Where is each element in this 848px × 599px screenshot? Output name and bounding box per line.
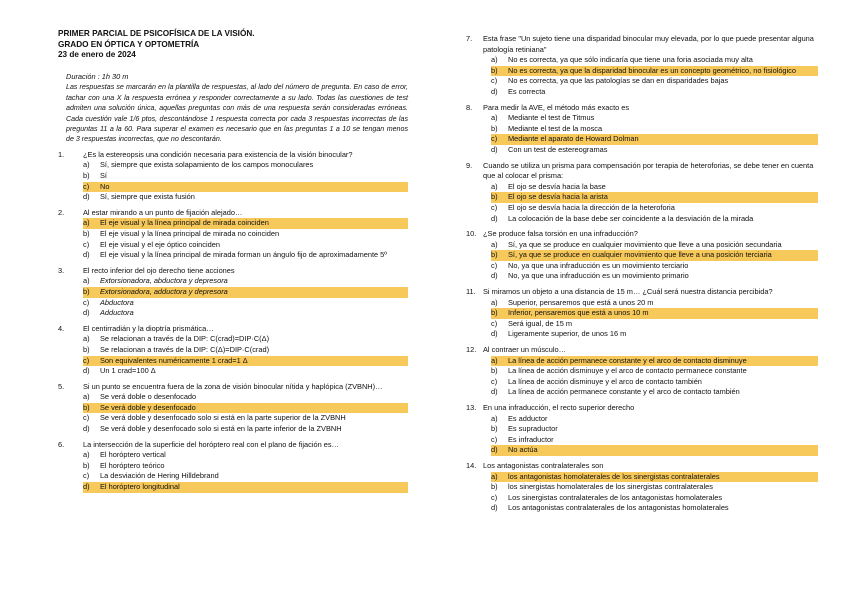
question-number: 4.	[58, 323, 65, 333]
question-text: La intersección de la superficie del horóptero real con el plano de fijación es…	[83, 439, 339, 449]
answer-option	[491, 482, 818, 493]
answer-option	[491, 113, 818, 124]
question-text: Los antagonistas contralaterales son	[483, 460, 604, 470]
exam-date: 23 de enero de 2024	[58, 50, 136, 60]
option-letter: c)	[491, 260, 498, 270]
option-text: Se relacionan a través de la DIP: C(crad)=DIP·C(Δ)	[100, 334, 270, 344]
answer-option	[83, 171, 408, 182]
answer-option	[491, 240, 818, 251]
question-text: Al contraer un músculo…	[483, 345, 566, 355]
question-number: 1.	[58, 149, 65, 159]
question-3	[58, 266, 408, 319]
answer-option	[83, 298, 408, 309]
option-letter: b)	[83, 287, 100, 298]
option-letter: c)	[491, 376, 498, 386]
question-text: Para medir la AVE, el método más exacto es	[483, 102, 630, 112]
option-letter: d)	[83, 192, 90, 202]
answer-option	[491, 192, 818, 203]
question-stem	[58, 208, 408, 219]
answer-option	[491, 145, 818, 156]
option-text: La línea de acción disminuye y el arco de contacto permanece constante	[508, 366, 747, 376]
option-letter: d)	[491, 86, 498, 96]
option-text: Mediante el test de la mosca	[508, 123, 603, 133]
option-letter: b)	[491, 424, 498, 434]
answer-option	[491, 472, 818, 483]
option-letter: c)	[83, 356, 100, 367]
answer-option	[491, 298, 818, 309]
option-letter: d)	[83, 482, 100, 493]
answer-option	[491, 329, 818, 340]
option-text-highlighted: La línea de acción permanece constante y el arco de contacto disminuye	[508, 356, 818, 367]
option-text: La desviación de Hering Hilldebrand	[100, 471, 219, 481]
option-letter: b)	[491, 366, 498, 376]
option-text: Se verá doble y desenfocado solo si está en la parte inferior de la ZVBNH	[100, 424, 342, 434]
question-10	[466, 229, 818, 282]
answer-option	[83, 229, 408, 240]
option-text-highlighted: Sí, ya que se produce en cualquier movimiento que lleve a una posición terciaria	[508, 250, 818, 261]
question-stem	[58, 324, 408, 335]
answer-option	[83, 424, 408, 435]
answer-option	[491, 124, 818, 135]
question-stem	[466, 461, 818, 472]
answer-option	[491, 503, 818, 514]
option-text: Se relacionan a través de la DIP: C(Δ)=DIP·C(crad)	[100, 344, 270, 354]
option-letter: c)	[83, 182, 100, 193]
option-letter: b)	[491, 123, 498, 133]
question-number: 8.	[466, 102, 473, 112]
option-text: Es supraductor	[508, 424, 558, 434]
question-stem	[58, 382, 408, 393]
option-text: Un 1 crad=100 Δ	[100, 366, 156, 376]
option-letter: b)	[83, 228, 90, 238]
question-number: 9.	[466, 160, 473, 170]
answer-option	[491, 435, 818, 446]
option-letter: b)	[83, 460, 90, 470]
option-letter: d)	[83, 250, 90, 260]
option-text: Con un test de estereogramas	[508, 144, 608, 154]
question-number: 2.	[58, 207, 65, 217]
answer-option	[491, 261, 818, 272]
option-letter: c)	[491, 76, 498, 86]
answer-option	[491, 319, 818, 330]
question-list-left	[58, 150, 408, 493]
question-stem	[466, 229, 818, 240]
option-text-highlighted: los antagonistas homolaterales de los sinergistas contralaterales	[508, 472, 818, 483]
option-letter: a)	[491, 181, 498, 191]
question-text: En una infraducción, el recto superior derecho	[483, 403, 635, 412]
question-stem	[466, 345, 818, 356]
option-letter: c)	[491, 134, 508, 145]
answer-option	[491, 203, 818, 214]
option-text-highlighted: El ojo se desvía hacia la arista	[508, 192, 818, 203]
answer-option	[491, 424, 818, 435]
answer-option	[83, 192, 408, 203]
option-text: El eje visual y la línea principal de mirada no coinciden	[100, 228, 280, 238]
answer-option	[491, 214, 818, 225]
option-letter: c)	[83, 413, 90, 423]
answer-option	[83, 182, 408, 193]
answer-option	[83, 413, 408, 424]
option-letter: d)	[491, 445, 508, 456]
question-14	[466, 461, 818, 514]
answer-option	[491, 87, 818, 98]
answer-option	[83, 392, 408, 403]
question-number: 7.	[466, 34, 473, 43]
option-text: Es infraductor	[508, 434, 554, 444]
option-letter: a)	[83, 160, 90, 170]
option-text: El eje visual y la línea principal de mirada forman un ángulo fijo de aproximadamente 5º	[100, 250, 387, 260]
answer-option	[83, 356, 408, 367]
option-text: El horóptero vertical	[100, 450, 166, 460]
answer-option	[491, 414, 818, 425]
option-text: Sí, ya que se produce en cualquier movimiento que lleve a una posición secundaria	[508, 239, 782, 249]
option-text: Adductora	[100, 308, 134, 318]
option-text: Extorsionadora, abductora y depresora	[100, 276, 228, 286]
option-text-highlighted: No	[100, 182, 408, 193]
option-text: Sí, siempre que exista solapamiento de los campos monoculares	[100, 160, 314, 170]
option-letter: b)	[491, 482, 498, 492]
option-text: Ligeramente superior, de unos 16 m	[508, 329, 627, 339]
option-letter: d)	[83, 308, 90, 318]
answer-option	[491, 55, 818, 66]
option-text-highlighted: Son equivalentes numéricamente 1 crad=1 Δ	[100, 356, 408, 367]
option-text: No es correcta, ya que sólo indicaría que tiene una foria asociada muy alta	[508, 55, 753, 65]
option-letter: b)	[83, 344, 90, 354]
question-number: 10.	[466, 229, 477, 239]
answer-option	[83, 345, 408, 356]
option-text-highlighted: Mediante el aparato de Howard Dolman	[508, 134, 818, 145]
option-letter: b)	[83, 171, 90, 180]
option-text: Se verá doble y desenfocado solo si está en la parte superior de la ZVBNH	[100, 413, 346, 423]
question-stem	[58, 266, 408, 277]
answer-option	[83, 250, 408, 261]
answer-option	[491, 445, 818, 456]
question-number: 12.	[466, 345, 477, 355]
right-column	[466, 29, 818, 514]
option-text: los sinergistas homolaterales de los sinergistas contralaterales	[508, 482, 713, 492]
answer-option	[491, 387, 818, 398]
question-4	[58, 324, 408, 377]
question-12	[466, 345, 818, 398]
question-list-right	[466, 34, 818, 514]
option-letter: d)	[491, 144, 498, 154]
option-letter: b)	[491, 66, 508, 77]
question-9	[466, 161, 818, 225]
answer-option	[83, 240, 408, 251]
answer-option	[491, 250, 818, 261]
exam-title: PRIMER PARCIAL DE PSICOFÍSICA DE LA VISIÓN.	[58, 29, 255, 38]
exam-instructions: Las respuestas se marcarán en la plantilla de respuestas, al lado del número de pregunta. En caso de error, tachar con una X la respuesta errónea y responder correctamente a su lado. Todas las cuestiones de test admiten una solución única, aquellas preguntas con más de una respuesta serán consideradas erróneas. Cada cuestión vale 1/6 ptos, descontándose 1 respuesta correcta por cada 3 respuestas incorrectas de las preguntas 11 a la 60. Para superar el examen es necesario que en las preguntas 1 a 10 se tengan menos de 3 respuestas incorrectas, que no descontarán.	[66, 83, 408, 144]
option-letter: d)	[491, 271, 498, 281]
left-column	[58, 29, 408, 493]
answer-option	[83, 287, 408, 298]
answer-option	[491, 493, 818, 504]
exam-duration: Duración : 1h 30 m	[66, 71, 129, 81]
answer-option	[83, 461, 408, 472]
question-stem	[466, 103, 818, 114]
option-letter: a)	[491, 297, 498, 307]
answer-option	[83, 276, 408, 287]
answer-option	[491, 182, 818, 193]
option-text: Será igual, de 15 m	[508, 318, 573, 328]
option-letter: a)	[83, 334, 90, 344]
option-letter: a)	[491, 239, 498, 249]
question-2	[58, 208, 408, 261]
answer-option	[83, 403, 408, 414]
answer-option	[491, 271, 818, 282]
option-text: Superior, pensaremos que está a unos 20 m	[508, 297, 654, 307]
question-11	[466, 287, 818, 340]
option-text: La línea de acción permanece constante y el arco de contacto también	[508, 387, 740, 397]
option-text: Es adductor	[508, 413, 548, 423]
option-letter: d)	[491, 387, 498, 397]
answer-option	[491, 366, 818, 377]
question-stem	[466, 403, 818, 414]
question-number: 3.	[58, 265, 65, 275]
option-letter: c)	[491, 202, 498, 212]
option-text-highlighted: Se verá doble y desenfocado	[100, 403, 408, 414]
question-text: Esta frase "Un sujeto tiene una disparidad binocular muy elevada, por lo que puede presentar alguna patología retiniana"	[483, 34, 814, 54]
question-stem	[466, 34, 818, 55]
option-text: Sí, siempre que exista fusión	[100, 192, 195, 202]
question-text: El centirradián y la dioptría prismática…	[83, 323, 214, 333]
question-number: 11.	[466, 287, 476, 297]
option-letter: d)	[491, 503, 498, 513]
answer-option	[83, 471, 408, 482]
degree-title: GRADO EN ÓPTICA Y OPTOMETRÍA	[58, 39, 200, 49]
option-letter: a)	[491, 356, 508, 367]
answer-option	[83, 218, 408, 229]
option-letter: a)	[491, 55, 498, 65]
option-text-highlighted: El eje visual y la línea principal de mirada coinciden	[100, 218, 408, 229]
option-letter: b)	[491, 250, 508, 261]
answer-option	[83, 334, 408, 345]
answer-option	[83, 308, 408, 319]
option-letter: b)	[83, 403, 100, 414]
option-letter: a)	[491, 472, 508, 483]
question-text: El recto inferior del ojo derecho tiene acciones	[83, 265, 235, 275]
option-text-highlighted: No es correcta, ya que la disparidad binocular es un concepto geométrico, no fisiológico	[508, 66, 818, 77]
option-text-highlighted: Inferior, pensaremos que está a unos 10 m	[508, 308, 818, 319]
option-letter: a)	[83, 450, 90, 460]
option-letter: a)	[83, 218, 100, 229]
question-text: Al estar mirando a un punto de fijación alejado…	[83, 207, 243, 217]
option-text: Los antagonistas contralaterales de los antagonistas homolaterales	[508, 503, 729, 513]
option-text: Es correcta	[508, 86, 546, 96]
question-5	[58, 382, 408, 435]
option-letter: a)	[83, 392, 90, 402]
question-text: Si un punto se encuentra fuera de la zona de visión binocular nítida y haplópica (ZVBNH)…	[83, 381, 383, 391]
question-stem	[58, 150, 408, 161]
question-number: 5.	[58, 381, 65, 391]
option-letter: a)	[83, 276, 90, 286]
question-text: Si miramos un objeto a una distancia de 15 m… ¿Cuál será nuestra distancia percibida?	[483, 287, 773, 297]
option-text: No, ya que una infraducción es un movimiento terciario	[508, 260, 689, 270]
answer-option	[83, 482, 408, 493]
option-text: La línea de acción disminuye y el arco de contacto también	[508, 376, 702, 386]
option-text: Los sinergistas contralaterales de los antagonistas homolaterales	[508, 492, 723, 502]
question-13	[466, 403, 818, 456]
question-text: ¿Es la estereopsis una condición necesaria para existencia de la visión binocular?	[83, 149, 353, 159]
option-text: Mediante el test de Titmus	[508, 113, 595, 123]
answer-option	[491, 356, 818, 367]
option-text: El eje visual y el eje óptico coinciden	[100, 239, 220, 249]
question-stem	[466, 161, 818, 182]
question-number: 6.	[58, 439, 65, 449]
answer-option	[491, 377, 818, 388]
option-text-highlighted: El horóptero longitudinal	[100, 482, 408, 493]
answer-option	[83, 450, 408, 461]
option-letter: a)	[491, 113, 498, 123]
option-letter: a)	[491, 413, 498, 423]
option-text: El horóptero teórico	[100, 460, 165, 470]
option-letter: d)	[491, 329, 498, 339]
option-text: No, ya que una infraducción es un movimiento primario	[508, 271, 689, 281]
question-1	[58, 150, 408, 203]
question-stem	[466, 287, 818, 298]
answer-option	[491, 66, 818, 77]
option-letter: c)	[491, 318, 498, 328]
question-text: Cuando se utiliza un prisma para compensación por terapia de heteroforias, se debe tener en cuenta que al colocar el prisma:	[483, 160, 814, 181]
option-text: El ojo se desvía hacia la base	[508, 181, 606, 191]
question-number: 14.	[466, 460, 477, 470]
option-text: Abductora	[100, 297, 134, 307]
option-letter: d)	[491, 213, 498, 223]
option-letter: d)	[83, 366, 90, 376]
option-letter: b)	[491, 308, 508, 319]
option-text: El ojo se desvía hacia la dirección de la heteroforia	[508, 202, 675, 212]
answer-option	[83, 160, 408, 171]
question-text: ¿Se produce falsa torsión en una infraducción?	[483, 229, 638, 239]
answer-option	[491, 308, 818, 319]
question-number: 13.	[466, 403, 477, 412]
option-text: Se verá doble o desenfocado	[100, 392, 197, 402]
option-letter: b)	[491, 192, 508, 203]
option-text: La colocación de la base debe ser coincidente a la desviación de la mirada	[508, 213, 754, 223]
option-letter: c)	[491, 492, 498, 502]
option-text: No es correcta, ya que las patologías se dan en disparidades bajas	[508, 76, 729, 86]
option-letter: c)	[83, 297, 90, 307]
question-7	[466, 34, 818, 98]
option-text-highlighted: Extorsionadora, adductora y depresora	[100, 287, 408, 298]
option-text: Sí	[100, 171, 107, 180]
question-stem	[58, 440, 408, 451]
answer-option	[491, 76, 818, 87]
question-8	[466, 103, 818, 156]
option-letter: d)	[83, 424, 90, 434]
option-letter: c)	[83, 471, 90, 481]
option-letter: c)	[83, 239, 90, 249]
answer-option	[83, 366, 408, 377]
option-text-highlighted: No actúa	[508, 445, 818, 456]
question-6	[58, 440, 408, 493]
option-letter: c)	[491, 434, 498, 444]
answer-option	[491, 134, 818, 145]
